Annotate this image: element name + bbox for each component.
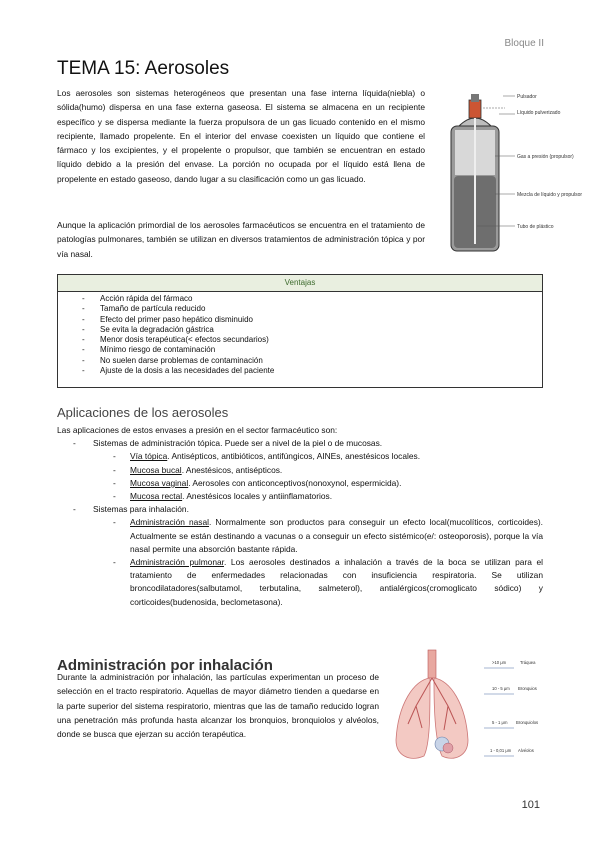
page-number: 101 [521, 799, 540, 811]
list-item: - Administración nasal. Normalmente son productos para conseguir un efecto local(mucolíticos, corticoides). Actualmente se están destinando a vacunas o a conseguir un efecto sistémico(e/: osteoporosis), porque la vía nasal permite una absorción bastante rápida. [113, 517, 543, 554]
section-heading-administracion: Administración por inhalación [57, 657, 273, 675]
size-label: 5 - 1 μm [492, 720, 508, 725]
place-label: Bronquiolos [516, 720, 539, 725]
aerosol-can-figure [443, 86, 583, 256]
list-item: - Mucosa vaginal. Aerosoles con anticonceptivos(nonoxynol, espermicida). [113, 477, 402, 488]
figure-label: Pulsador [517, 94, 537, 100]
list-item: - Sistemas para inhalación. [73, 504, 189, 515]
aplicaciones-block [57, 424, 543, 609]
figure-label: Gas a presión (propulsor) [517, 154, 574, 160]
list-item: - Mucosa bucal. Anestésicos, antisépticos. [113, 464, 283, 475]
size-label: 1 - 0,01 μm [490, 748, 512, 753]
section-heading-aplicaciones: Aplicaciones de los aerosoles [57, 405, 229, 420]
applications-paragraph: Aunque la aplicación primordial de los aerosoles farmacéuticos se encuentra en el tratamiento de patologías pulmonares, también se utilizan en diversos tratamientos de administración tópica y por vía nasal. [57, 220, 425, 259]
list-item: - No suelen darse problemas de contaminación [58, 356, 542, 366]
ventajas-table [57, 274, 543, 388]
list-item: - Mínimo riesgo de contaminación [58, 345, 542, 355]
list-item: - Menor dosis terapéutica(< efectos secundarios) [58, 335, 542, 345]
size-label: >10 μm [492, 660, 507, 665]
list-item: - Ajuste de la dosis a las necesidades del paciente [58, 366, 542, 376]
list-item: - Vía tópica. Antisépticos, antibióticos, antifúngicos, AINEs, anestésicos locales. [113, 451, 421, 462]
list-item: - Acción rápida del fármaco [58, 294, 542, 304]
ventajas-header: Ventajas [58, 275, 542, 292]
list-item: - Se evita la degradación gástrica [58, 325, 542, 335]
place-label: Tráquea [520, 660, 536, 665]
list-item: - Tamaño de partícula reducido [58, 304, 542, 314]
list-item: - Mucosa rectal. Anestésicos locales y antiinflamatorios. [113, 491, 333, 502]
place-label: Alvéolos [518, 748, 534, 753]
size-label: 10 - 5 μm [492, 686, 510, 691]
list-item: - Efecto del primer paso hepático disminuido [58, 315, 542, 325]
figure-label: Líquido pulverizado [517, 110, 561, 116]
section-label: Bloque II [504, 38, 544, 49]
figure-label: Mezcla de líquido y propulsor [517, 192, 583, 198]
list-item: - Sistemas de administración tópica. Puede ser a nivel de la piel o de mucosas. [73, 438, 383, 449]
aplicaciones-intro: Las aplicaciones de estos envases a presión en el sector farmacéutico son: [57, 425, 338, 435]
administracion-paragraph: Durante la administración por inhalación, las partículas experimentan un proceso de selección en el tracto respiratorio. Aquellas de mayor diámetro tienden a quedarse en la parte superior del sistema respiratorio, mientras que las de tamaño reducido logran una penetración más profunda hasta alcanzar los bronquios, bronquiolos y alvéolos, donde se busca que ejerzan su acción terapéutica. [57, 672, 379, 740]
list-item: - Administración pulmonar. Los aerosoles destinados a inhalación a través de la boca se utilizan para el tratamiento de enfermedades relacionadas con insuficiencia respiratoria. Se utilizan broncodilatadores(salbutamol, terbutalina, salmeterol), antialérgicos(cromoglicato sódico) y corticoides(budenosida, beclometasona). [113, 557, 544, 607]
page-title: TEMA 15: Aerosoles [57, 58, 230, 79]
place-label: Bronquios [518, 686, 537, 691]
ventajas-list [58, 294, 542, 376]
figure-label: Tubo de plástico [517, 224, 554, 230]
lungs-figure [386, 644, 548, 768]
intro-paragraph: Los aerosoles son sistemas heterogéneos que presentan una fase interna líquida(niebla) o sólida(humo) dispersa en una fase externa gaseosa. El sistema se almacena en un recipiente específico y se dispersa mediante la fuerza propulsora de un gas licuado contenido en el mismo recipiente, llamado propelente. En el interior del envase coexisten un líquido que contiene el fármaco y los excipientes, y el propelente o propulsor, que también se encuentran en estado líquido debido a la presión del envase. La porción no ocupada por el líquido está llena de propelente en estado gaseoso, dando lugar a su clasificación como un gas licuado. [57, 88, 425, 184]
